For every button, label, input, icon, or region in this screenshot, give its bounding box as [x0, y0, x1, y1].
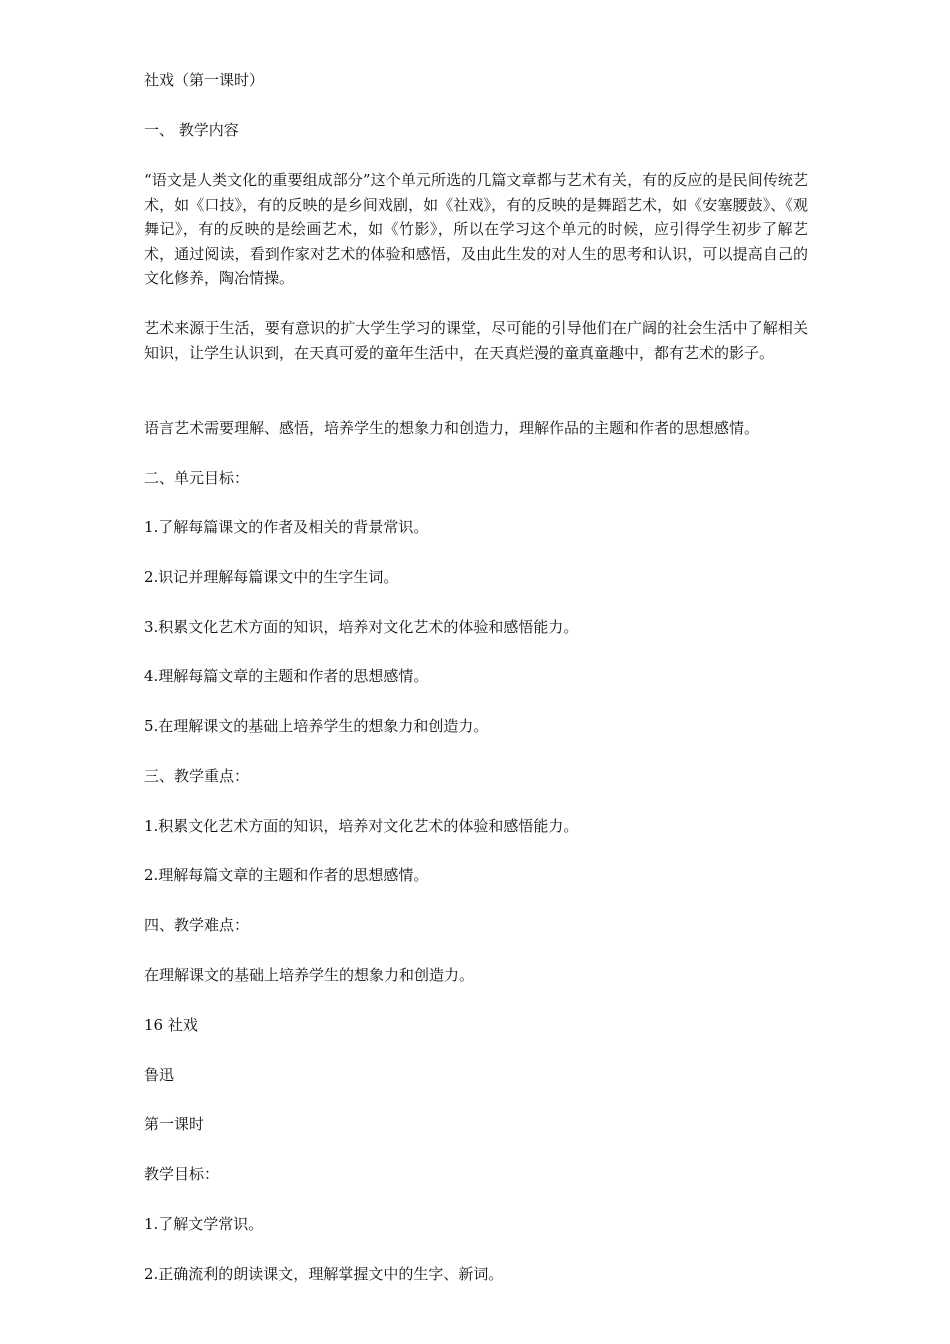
- objective-item: 2.正确流利的朗读课文，理解掌握文中的生字、新词。: [144, 1265, 504, 1283]
- section-heading-difficulties: 四、教学难点：: [144, 916, 250, 934]
- section-heading-unit-goals: 二、单元目标：: [144, 469, 250, 487]
- document-title: 社戏（第一课时）: [144, 71, 265, 89]
- unit-goal-item: 2.识记并理解每篇课文中的生字生词。: [144, 568, 399, 586]
- content-paragraph-3: 语言艺术需要理解、感悟，培养学生的想象力和创造力，理解作品的主题和作者的思想感情。: [144, 419, 760, 437]
- content-paragraph-1: “语文是人类文化的重要组成部分”这个单元所选的几篇文章都与艺术有关，有的反应的是民间传统艺术，如《口技》，有的反映的是乡间戏剧，如《社戏》，有的反映的是舞蹈艺术，如《安塞腰鼓》、《观舞记》，有的反映的是绘画艺术，如《竹影》，所以在学习这个单元的时候，应引得学生初步了解艺术，通过阅读，看到作家对艺术的体验和感悟，及由此生发的对人生的思考和认识，可以提高自己的文化修养，陶冶情操。: [144, 171, 808, 287]
- section-heading-key-points: 三、教学重点：: [144, 767, 250, 785]
- lesson-period: 第一课时: [144, 1115, 205, 1133]
- difficulty-text: 在理解课文的基础上培养学生的想象力和创造力。: [144, 966, 475, 984]
- unit-goal-item: 4.理解每篇文章的主题和作者的思想感情。: [144, 667, 429, 685]
- key-point-item: 1.积累文化艺术方面的知识，培养对文化艺术的体验和感悟能力。: [144, 817, 579, 835]
- unit-goal-item: 1.了解每篇课文的作者及相关的背景常识。: [144, 518, 429, 536]
- key-point-item: 2.理解每篇文章的主题和作者的思想感情。: [144, 866, 429, 884]
- unit-goal-item: 3.积累文化艺术方面的知识，培养对文化艺术的体验和感悟能力。: [144, 618, 579, 636]
- section-heading-content: 一、 教学内容: [144, 121, 239, 139]
- unit-goal-item: 5.在理解课文的基础上培养学生的想象力和创造力。: [144, 717, 489, 735]
- content-paragraph-2: 艺术来源于生活，要有意识的扩大学生学习的课堂，尽可能的引导他们在广阔的社会生活中了解相关知识，让学生认识到，在天真可爱的童年生活中，在天真烂漫的童真童趣中，都有艺术的影子。: [144, 319, 808, 362]
- objectives-heading: 教学目标：: [144, 1165, 220, 1183]
- lesson-title: 16 社戏: [144, 1016, 198, 1034]
- lesson-author: 鲁迅: [144, 1066, 175, 1084]
- objective-item: 1.了解文学常识。: [144, 1215, 264, 1233]
